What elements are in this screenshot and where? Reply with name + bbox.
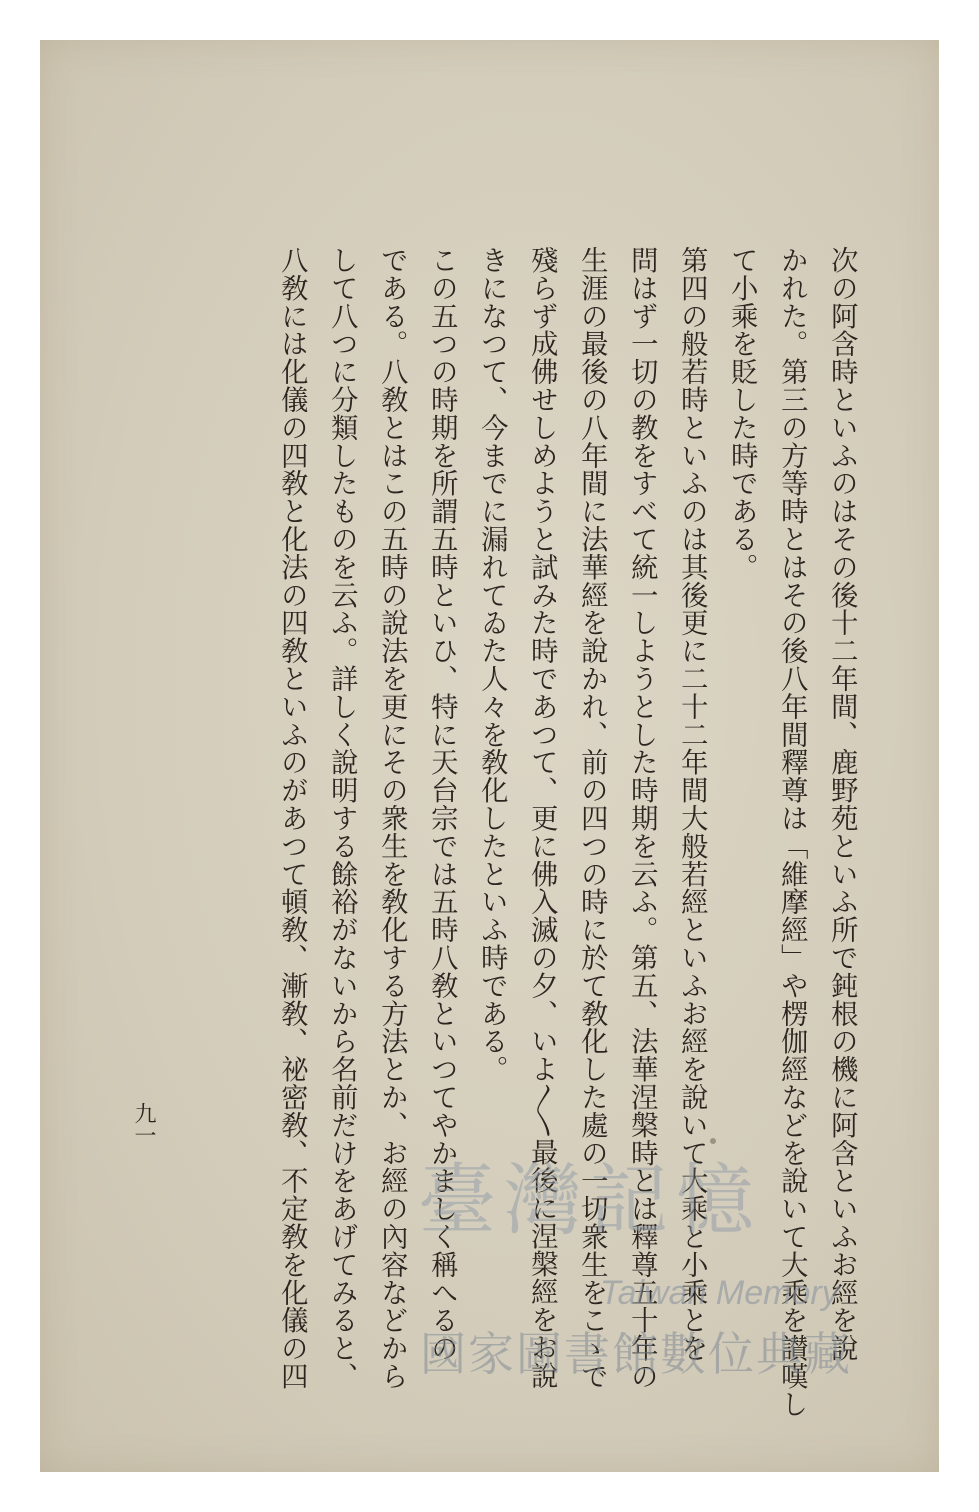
text-line: して八つに分類したものを云ふ。詳しく說明する餘裕がないから名前だけをあげてみると、 <box>326 246 358 1390</box>
text-line: 八敎には化儀の四敎と化法の四敎といふのがあつて頓敎、漸敎、祕密敎、不定敎を化儀の四 <box>276 246 308 1390</box>
watermark-chinese: 國家圖書館數位典藏 <box>420 1327 852 1381</box>
page-number: 九一 <box>131 1102 156 1146</box>
watermark-english: Taiwan Memory <box>600 1274 839 1312</box>
text-line: この五つの時期を所謂五時といひ、特に天台宗では五時八敎といつてやかましく稱へるの <box>426 246 458 1362</box>
text-line: である。八敎とはこの五時の說法を更にその衆生を敎化する方法とか、お經の內容などから <box>376 246 408 1390</box>
text-line: 生涯の最後の八年間に法華經を說かれ、前の四つの時に於て敎化した處の一切衆生をこゝで <box>576 246 608 1390</box>
text-line: 殘らず成佛せしめようと試みた時であつて、更に佛入滅の夕、いよ〳〵最後に涅槃經をお說 <box>526 246 558 1390</box>
watermark-logo: 臺灣記憶 <box>418 1156 763 1246</box>
text-line: かれた。第三の方等時とはその後八年間釋尊は「維摩經」や楞伽經などを說いて大乘を讃嘆し <box>776 246 808 1418</box>
book-page <box>40 40 939 1472</box>
text-line: 問はず一切の教をすべて統一しようとした時期を云ふ。第五、法華涅槃時とは釋尊五十年の <box>626 246 658 1390</box>
text-line: 次の阿含時といふのはその後十二年間、鹿野苑といふ所で鈍根の機に阿含といふお經を說 <box>826 246 858 1362</box>
text-line: 第四の般若時といふのは其後更に二十二年間大般若經といふお經を說いて大乘と小乘とを <box>676 246 708 1362</box>
text-line: きになつて、今までに漏れてゐた人々を敎化したといふ時である。 <box>476 246 508 1083</box>
text-line: て小乘を貶した時である。 <box>726 246 758 581</box>
